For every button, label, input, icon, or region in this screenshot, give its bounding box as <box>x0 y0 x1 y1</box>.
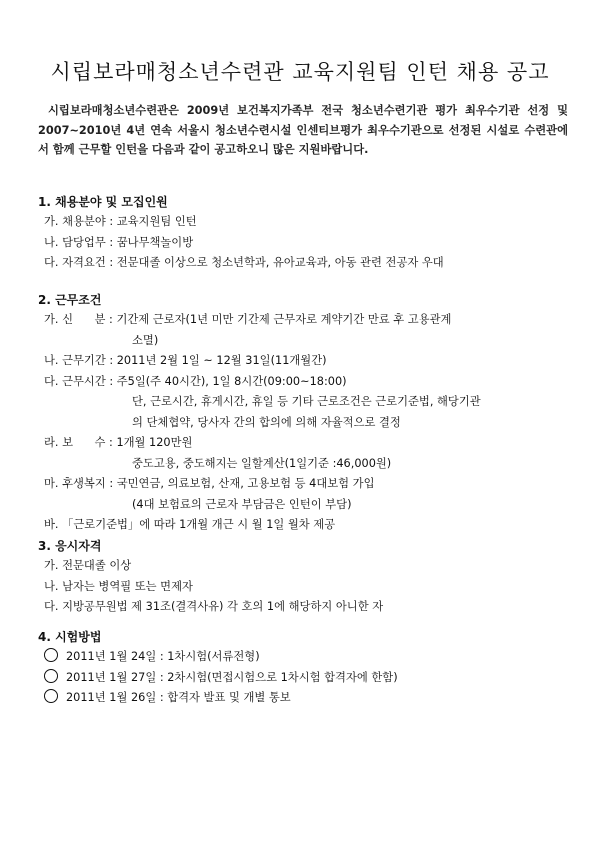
list-item: 나. 담당업무 : 꿈나무책놀이방 <box>44 235 194 249</box>
list-item-text: 2011년 1월 26일 : 합격자 발표 및 개별 통보 <box>66 691 291 704</box>
list-item-text: 2011년 1월 24일 : 1차시험(서류전형) <box>66 650 260 663</box>
list-item-text: 2011년 1월 27일 : 2차시험(면접시험으로 1차시험 합격자에 한함) <box>66 670 398 684</box>
list-item <box>38 668 578 689</box>
list-item: 다. 자격요건 : 전문대졸 이상으로 청소년학과, 유아교육과, 아동 관련 전공자 우대 <box>44 256 444 269</box>
circle-bullet-icon <box>44 689 58 703</box>
page-title: 시립보라매청소년수련관 교육지원팀 인턴 채용 공고 <box>50 60 550 84</box>
list-item: 라. 보 수 : 1개월 120만원 <box>44 436 193 449</box>
intro-text: 시립보라매청소년수련관은 2009년 보건복지가족부 전국 청소년수련기관 평가 최우수기관 선정 및 2007~2010년 4년 연속 서울시 청소년수련시설 인센티브평가 최우수기관으로 선정된 시설로 수련관에서 함께 근무할 인턴을 다음과 같이 공고하오니 많은 지원바랍니다. <box>38 104 568 156</box>
list-item: 나. 남자는 병역필 또는 면제자 <box>44 579 193 593</box>
section-recruitment <box>38 192 578 274</box>
circle-bullet-icon <box>44 669 58 683</box>
list-item: 다. 지방공무원법 제 31조(결격사유) 각 호의 1에 해당하지 아니한 자 <box>44 600 384 613</box>
list-item <box>38 688 578 709</box>
list-item <box>38 647 578 668</box>
list-item-continuation: 의 단체협약, 당사자 간의 합의에 의해 자율적으로 결정 <box>132 415 401 429</box>
list-item-continuation: (4대 보험료의 근로자 부담금은 인턴이 부담) <box>132 497 352 511</box>
section-heading: 3. 응시자격 <box>38 539 102 553</box>
list-item: 가. 전문대졸 이상 <box>44 559 132 572</box>
section-eligibility <box>38 536 578 618</box>
list-item: 마. 후생복지 : 국민연금, 의료보험, 산재, 고용보험 등 4대보험 가입 <box>44 477 375 490</box>
list-item: 나. 근무기간 : 2011년 2월 1일 ~ 12월 31일(11개월간) <box>44 354 327 367</box>
section-heading: 1. 채용분야 및 모집인원 <box>38 195 168 209</box>
intro-paragraph <box>38 101 568 160</box>
section-work-conditions <box>38 290 578 536</box>
list-item: 다. 근무시간 : 주5일(주 40시간), 1일 8시간(09:00~18:00) <box>44 374 347 388</box>
list-item: 바. 「근로기준법」에 따라 1개월 개근 시 월 1일 월차 제공 <box>44 518 336 531</box>
list-item-continuation: 중도고용, 중도해지는 일할계산(1일기준 :46,000원) <box>132 456 392 470</box>
list-item-continuation: 소멸) <box>132 333 159 347</box>
section-heading: 4. 시험방법 <box>38 630 102 644</box>
list-item: 가. 신 분 : 기간제 근로자(1년 미만 기간제 근무자로 계약기간 만료 후 고용관계 <box>44 313 452 326</box>
list-item: 가. 채용분야 : 교육지원팀 인턴 <box>44 215 197 228</box>
circle-bullet-icon <box>44 648 58 662</box>
list-item-continuation: 단, 근로시간, 휴게시간, 휴일 등 기타 근로조건은 근로기준법, 해당기관 <box>132 395 481 408</box>
section-heading: 2. 근무조건 <box>38 293 102 307</box>
section-exam-method <box>38 627 578 709</box>
